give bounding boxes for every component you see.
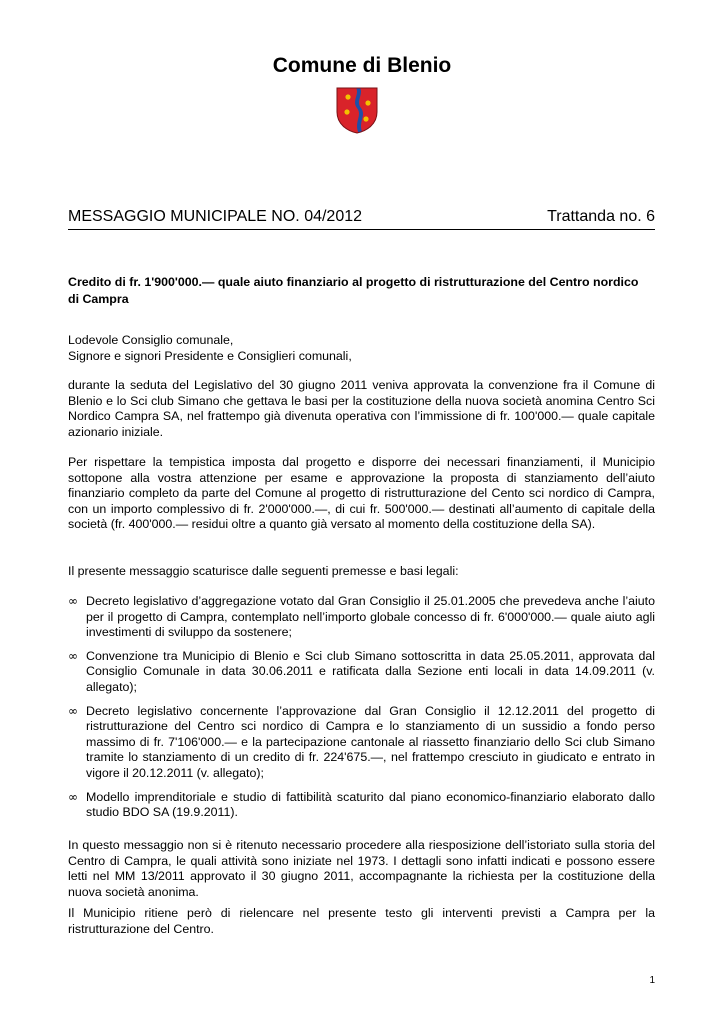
paragraph-credit-proposal: Per rispettare la tempistica imposta dal progetto e disporre dei necessari finanziamenti, il Municipio sottopone alla vostra attenzione per esame e approvazione la proposta di stanziamento dell’aiuto finanziario completo da parte del Comune al progetto di ristrutturazione del Cento sci nordico di Campra, con un importo complessivo di fr. 2'000'000.—, di cui fr. 500'000.— destinati all’aumento di capitale della società (fr. 400'000.— residui oltre a quanto già versato al momento della costituzione della SA). (68, 455, 655, 532)
salutation (68, 333, 655, 364)
municipality-title (0, 54, 724, 78)
list-item (68, 790, 655, 821)
infinity-bullet-icon: ∞ (68, 648, 78, 663)
infinity-bullet-icon: ∞ (68, 789, 78, 804)
agenda-item: Trattanda no. 6 (547, 208, 655, 225)
list-item-text: Convenzione tra Municipio di Blenio e Sci club Simano sottoscritta in data 25.05.2011, approvata dal Consiglio Comunale in data 30.06.2011 e ratificata dalla Sezione enti locali in data 14.09.2011 (v. allegato); (86, 648, 655, 694)
legal-basis-list (68, 594, 655, 829)
infinity-bullet-icon: ∞ (68, 594, 78, 608)
list-item (68, 649, 655, 696)
message-reference: MESSAGGIO MUNICIPALE NO. 04/2012 (68, 208, 363, 225)
paragraph-interventions-intro: Il Municipio ritiene però di rielencare nel presente testo gli interventi previsti a Campra per la ristrutturazione del Centro. (68, 906, 655, 936)
shield-star-4 (363, 116, 368, 121)
municipality-name: Comune di Blenio (272, 54, 452, 77)
list-item-text: Decreto legislativo d’aggregazione votato dal Gran Consiglio il 25.01.2005 che prevedeva anche l’aiuto per il progetto di Campra, contemplato nell’importo globale concesso di fr. 6'000'000.— quale aiuto agli investimenti di sviluppo da sostenere; (86, 594, 655, 640)
shield-star-1 (345, 94, 350, 99)
shield-star-3 (344, 109, 349, 114)
salutation-line-1: Lodevole Consiglio comunale, (68, 333, 234, 347)
shield-star-2 (365, 100, 370, 105)
coat-of-arms-icon (333, 86, 381, 134)
salutation-line-2: Signore e signori Presidente e Consiglieri comunali, (68, 348, 352, 363)
message-header (68, 207, 655, 230)
list-item (68, 704, 655, 782)
list-item-text: Modello imprenditoriale e studio di fattibilità scaturito dal piano economico-finanziario elaborato dallo studio BDO SA (19.9.2011). (86, 789, 655, 820)
list-item (68, 594, 655, 641)
infinity-bullet-icon: ∞ (68, 703, 78, 718)
paragraph-history-note: In questo messaggio non si è ritenuto necessario procedere alla riesposizione dell’istoriato sulla storia del Centro di Campra, le quali attività sono iniziate nel 1973. I dettagli sono infatti indicati e possono essere letti nel MM 13/2011 approvato il 30 giugno 2011, accompagnante la richiesta per la costituzione della nuova società anonima. (68, 838, 655, 899)
list-item-text: Decreto legislativo concernente l’approvazione dal Gran Consiglio il 12.12.2011 del progetto di ristrutturazione del Centro sci nordico di Campra e lo stanziamento di un sussidio a fondo perso massimo di fr. 7'106'000.— e la partecipazione cantonale al riassetto finanziario dello Sci club Simano tramite lo stanziamento di un credito di fr. 224'675.—, nel frattempo cresciuto in giudicato e entrato in vigore il 20.12.2011 (v. allegato); (86, 703, 655, 780)
message-subject: Credito di fr. 1'900'000.— quale aiuto finanziario al progetto di ristrutturazione del Centro nordico di Campra (68, 275, 639, 306)
paragraph-legal-basis-intro: Il presente messaggio scaturisce dalle seguenti premesse e basi legali: (68, 564, 459, 578)
page-number: 1 (649, 975, 655, 986)
paragraph-convention: durante la seduta del Legislativo del 30 giugno 2011 veniva approvata la convenzione fra il Comune di Blenio e lo Sci club Simano che gettava le basi per la costituzione della nuova società anomina Centro Sci Nordico Campra SA, nel frattempo già divenuta operativa con l’immissione di fr. 100'000.— quale capitale azionario iniziale. (68, 378, 655, 439)
